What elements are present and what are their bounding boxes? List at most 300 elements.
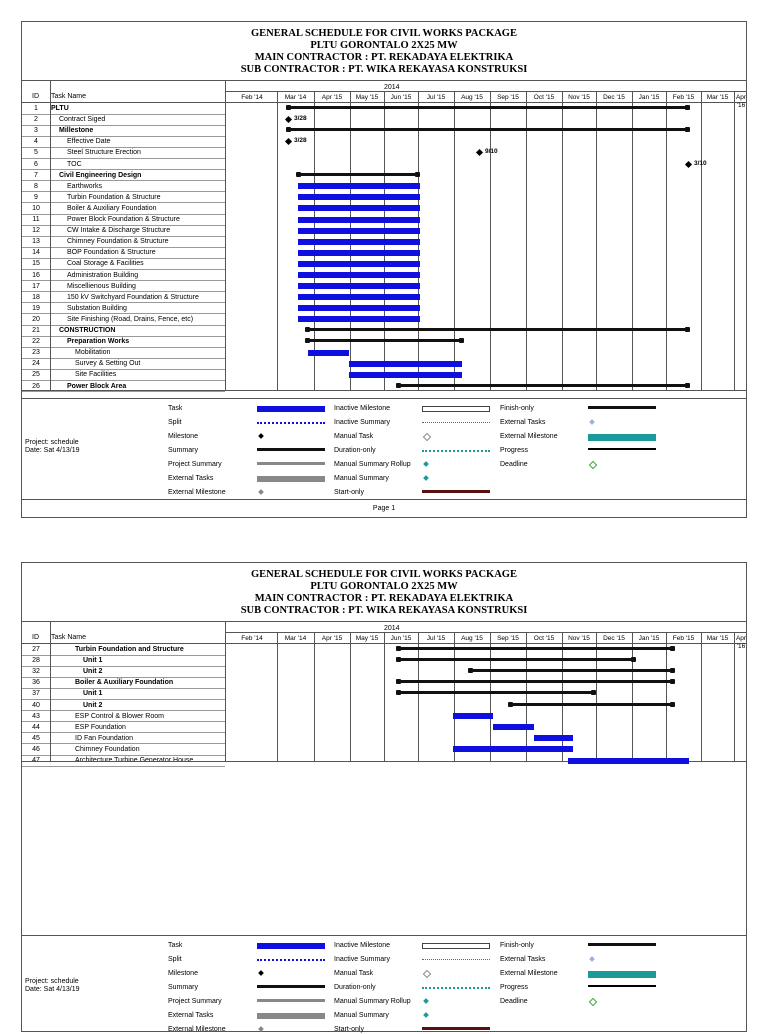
table-row [22, 159, 225, 170]
legend-symbol [588, 406, 656, 409]
task-bar [298, 205, 420, 211]
task-id: 20 [32, 315, 40, 323]
milestone-marker [285, 116, 292, 123]
legend-label: Summary [168, 984, 198, 991]
legend-symbol [258, 433, 264, 439]
summary-bar [398, 384, 688, 387]
task-name: Site Finishing (Road, Drains, Fence, etc) [67, 315, 194, 323]
legend-symbol [257, 422, 325, 426]
month-label: Aug '15 [461, 94, 483, 101]
task-id: 32 [32, 668, 40, 676]
legend-symbol [257, 462, 325, 465]
month-gridline [734, 633, 735, 761]
milestone-marker [685, 160, 692, 167]
legend-label: Inactive Milestone [334, 942, 391, 949]
summary-bar [298, 173, 418, 176]
task-name: Power Block Foundation & Structure [67, 216, 180, 223]
month-label: Jul '15 [426, 94, 446, 101]
legend-symbol [589, 419, 595, 425]
task-name: Effective Date [67, 138, 111, 146]
title-line-2: PLTU GORONTALO 2X25 MW [310, 581, 458, 592]
task-bar [298, 283, 420, 289]
table-row [22, 347, 225, 358]
month-label: May '15 [355, 94, 379, 101]
task-id: 36 [32, 679, 40, 687]
task-name: Unit 2 [83, 701, 103, 709]
summary-bar [288, 128, 688, 131]
table-row [22, 666, 225, 677]
task-name: ID Fan Foundation [75, 734, 133, 742]
table-row [22, 114, 225, 125]
task-name: Chimney Foundation & Structure [67, 238, 169, 246]
legend-symbol [258, 1026, 264, 1032]
legend-symbol [423, 1012, 429, 1018]
month-gridline [454, 633, 455, 761]
month-label: Sep '15 [497, 94, 519, 101]
task-name: Mobilitation [75, 349, 111, 357]
legend-symbol [423, 475, 429, 481]
month-gridline [701, 92, 702, 390]
task-name: BOP Foundation & Structure [67, 249, 156, 257]
task-name: ESP Control & Blower Room [75, 712, 164, 720]
task-id: 6 [34, 160, 38, 168]
task-id: 26 [32, 382, 40, 390]
legend-label: Split [168, 419, 182, 426]
month-gridline [490, 633, 491, 761]
month-gridline [350, 633, 351, 761]
task-name: Unit 2 [83, 668, 103, 676]
legend-label: Progress [500, 447, 529, 454]
task-name: CONSTRUCTION [59, 327, 116, 334]
task-id: 28 [32, 657, 40, 665]
task-bar [534, 735, 573, 741]
task-id: 19 [32, 304, 40, 312]
legend-label: Start-only [334, 489, 364, 496]
task-name: ESP Foundation [75, 723, 126, 731]
title-line-1: GENERAL SCHEDULE FOR CIVIL WORKS PACKAGE [251, 28, 517, 39]
month-label: Feb '14 [241, 635, 263, 642]
legend-symbol [422, 406, 490, 412]
month-label: Jan '15 [638, 635, 660, 642]
task-name: Boiler & Auxiliary Foundation [75, 679, 174, 687]
task-id: 15 [32, 260, 40, 268]
legend-label: Manual Summary Rollup [334, 461, 411, 468]
legend-label: External Tasks [168, 475, 214, 482]
task-bar [298, 250, 420, 256]
legend-symbol [422, 450, 490, 454]
month-gridline [701, 633, 702, 761]
title-line-2: PLTU GORONTALO 2X25 MW [310, 40, 458, 51]
project-name: Project: schedule [25, 978, 79, 985]
project-name: Project: schedule [25, 439, 79, 446]
month-label: Feb '14 [241, 94, 263, 101]
legend-label: External Milestone [500, 970, 558, 977]
task-name: Earthworks [67, 182, 103, 190]
project-date: Date: Sat 4/13/19 [25, 986, 80, 993]
legend-label: Project Summary [168, 461, 222, 468]
task-id: 11 [32, 216, 40, 223]
legend-symbol [588, 971, 656, 978]
task-name: Site Facilities [75, 371, 117, 379]
task-bar [298, 316, 420, 322]
table-row [22, 281, 225, 292]
task-id: 37 [32, 690, 40, 698]
legend-symbol [588, 448, 656, 450]
table-row [22, 744, 225, 755]
legend-symbol [422, 943, 490, 949]
task-id: 3 [34, 127, 38, 135]
task-name: Chimney Foundation [75, 745, 140, 753]
legend-symbol [588, 985, 656, 987]
legend-symbol [258, 970, 264, 976]
task-bar [453, 746, 573, 752]
month-gridline [526, 633, 527, 761]
legend-label: External Tasks [168, 1012, 214, 1019]
task-bar [298, 261, 420, 267]
task-name: Unit 1 [83, 657, 103, 665]
page-number: Page 1 [372, 505, 396, 512]
summary-bar [288, 106, 688, 109]
legend-symbol [423, 970, 431, 978]
task-id: 18 [32, 293, 40, 301]
title-line-4: SUB CONTRACTOR : PT. WIKA REKAYASA KONSTRUKSI [240, 64, 528, 75]
legend-symbol [257, 476, 325, 482]
task-name: Survey & Setting Out [75, 360, 141, 368]
legend-label: Milestone [168, 433, 198, 440]
task-bar [493, 724, 534, 730]
task-bar [298, 194, 420, 200]
milestone-label: 3/28 [294, 137, 307, 145]
legend-label: Split [168, 956, 182, 963]
table-row [22, 314, 225, 325]
task-id: 1 [34, 105, 38, 112]
task-name: Civil Engineering Design [59, 171, 142, 179]
table-row [22, 192, 225, 203]
legend-label: Finish-only [500, 405, 534, 412]
table-row [22, 722, 225, 733]
month-label: Jun '15 [390, 94, 412, 101]
schedule-page-2 [21, 562, 747, 1032]
legend-symbol [422, 490, 490, 493]
table-row [22, 711, 225, 722]
table-row [22, 247, 225, 258]
legend-symbol [589, 998, 597, 1006]
table-row [22, 292, 225, 303]
legend-label: Manual Summary [334, 475, 389, 482]
milestone-label: 3/28 [294, 115, 307, 123]
month-label: Jul '15 [426, 635, 446, 642]
task-name: Turbin Foundation and Structure [75, 646, 184, 653]
table-row [22, 103, 225, 114]
task-bar [349, 372, 462, 378]
month-label: Mar '14 [284, 635, 307, 642]
task-bar [298, 239, 420, 245]
table-row [22, 358, 225, 369]
year-header: 2014 [384, 625, 400, 632]
legend-label: External Tasks [500, 419, 546, 426]
summary-bar [398, 691, 594, 694]
legend-symbol [588, 943, 656, 946]
task-id: 21 [32, 327, 40, 334]
month-gridline [277, 633, 278, 761]
task-name: Power Block Area [67, 382, 127, 390]
table-row [22, 677, 225, 688]
task-id: 7 [34, 171, 38, 179]
month-gridline [454, 92, 455, 390]
task-id: 12 [32, 227, 40, 235]
legend-symbol [589, 956, 595, 962]
month-gridline [666, 92, 667, 390]
legend-label: Inactive Summary [334, 956, 391, 963]
task-id: 8 [34, 182, 38, 190]
legend-symbol [257, 959, 325, 963]
summary-bar [398, 658, 634, 661]
task-id: 24 [32, 360, 40, 368]
month-label: Apr '16 [735, 94, 747, 109]
legend-label: Deadline [500, 998, 528, 1005]
task-bar [298, 217, 420, 223]
task-id: 9 [34, 193, 38, 201]
month-gridline [596, 92, 597, 390]
month-label: Jun '15 [390, 635, 412, 642]
row-divider [22, 766, 225, 767]
task-bar [298, 272, 420, 278]
task-name: PLTU [51, 105, 69, 112]
task-id: 22 [32, 338, 40, 346]
task-name: Substation Building [67, 304, 127, 312]
table-row [22, 258, 225, 269]
task-name-header: Task Name [51, 93, 87, 100]
month-label: Mar '15 [706, 635, 729, 642]
summary-bar [470, 669, 673, 672]
task-id: 16 [32, 271, 40, 279]
legend-label: Milestone [168, 970, 198, 977]
month-label: Oct '15 [533, 94, 555, 101]
title-line-3: MAIN CONTRACTOR : PT. REKADAYA ELEKTRIKA [254, 593, 514, 604]
table-row [22, 214, 225, 225]
summary-bar [510, 703, 673, 706]
legend-label: Start-only [334, 1026, 364, 1033]
task-bar [298, 305, 420, 311]
table-row [22, 225, 225, 236]
row-divider [22, 391, 225, 392]
task-id: 45 [32, 734, 40, 742]
task-name: Turbin Foundation & Structure [67, 193, 161, 201]
table-row [22, 644, 225, 655]
task-id: 4 [34, 138, 38, 146]
task-bar [453, 713, 493, 719]
legend-label: Deadline [500, 461, 528, 468]
milestone-label: 9/10 [485, 148, 498, 156]
month-gridline [418, 633, 419, 761]
summary-bar [398, 647, 673, 650]
month-gridline [596, 633, 597, 761]
legend-symbol [257, 985, 325, 988]
legend-symbol [258, 489, 264, 495]
table-row [22, 325, 225, 336]
month-gridline [666, 633, 667, 761]
task-name: Boiler & Auxiliary Foundation [67, 204, 157, 212]
legend-symbol [423, 433, 431, 441]
table-row [22, 181, 225, 192]
legend-label: Manual Task [334, 970, 374, 977]
month-gridline [384, 633, 385, 761]
legend-symbol [589, 461, 597, 469]
task-name: Preparation Works [67, 338, 130, 346]
table-row [22, 236, 225, 247]
month-gridline [562, 92, 563, 390]
schedule-page-1 [21, 21, 747, 518]
task-id: 17 [32, 282, 40, 290]
month-label: May '15 [355, 635, 379, 642]
month-gridline [314, 633, 315, 761]
legend-label: Duration-only [334, 447, 376, 454]
table-row [22, 147, 225, 158]
legend-label: Manual Task [334, 433, 374, 440]
task-id: 14 [32, 249, 40, 257]
month-label: Apr '15 [321, 635, 343, 642]
task-name: Unit 1 [83, 690, 103, 698]
table-row [22, 125, 225, 136]
task-name: Miscellienous Building [67, 282, 136, 290]
task-name: Coal Storage & Facilities [67, 260, 144, 268]
table-row [22, 655, 225, 666]
legend-label: Project Summary [168, 998, 222, 1005]
milestone-marker [476, 149, 483, 156]
month-label: Sep '15 [497, 635, 519, 642]
task-id: 43 [32, 712, 40, 720]
table-row [22, 733, 225, 744]
task-bar [349, 361, 462, 367]
legend-symbol [257, 943, 325, 949]
task-id: 27 [32, 646, 40, 653]
milestone-label: 3/10 [694, 159, 707, 167]
month-label: Jan '15 [638, 94, 660, 101]
month-gridline [562, 633, 563, 761]
task-bar [298, 183, 420, 189]
month-label: Dec '15 [603, 94, 625, 101]
task-name-header: Task Name [51, 634, 87, 641]
legend-symbol [422, 422, 490, 425]
legend-symbol [588, 434, 656, 441]
title-line-4: SUB CONTRACTOR : PT. WIKA REKAYASA KONSTRUKSI [240, 605, 528, 616]
month-gridline [632, 633, 633, 761]
month-label: Apr '16 [735, 635, 747, 650]
task-name: Millestone [59, 127, 94, 135]
task-name: CW Intake & Discharge Structure [67, 227, 171, 235]
table-row [22, 303, 225, 314]
month-label: Apr '15 [321, 94, 343, 101]
legend-label: Summary [168, 447, 198, 454]
legend-label: Manual Summary Rollup [334, 998, 411, 1005]
legend-symbol [257, 448, 325, 451]
legend-label: External Milestone [168, 489, 226, 496]
table-row [22, 336, 225, 347]
task-id: 25 [32, 371, 40, 379]
task-bar [308, 350, 349, 356]
table-row [22, 136, 225, 147]
legend-label: Inactive Summary [334, 419, 391, 426]
month-gridline [734, 92, 735, 390]
task-name: 150 kV Switchyard Foundation & Structure [67, 293, 199, 301]
legend-label: Duration-only [334, 984, 376, 991]
task-id: 40 [32, 701, 40, 709]
task-name: Administration Building [67, 271, 139, 279]
legend-symbol [423, 461, 429, 467]
table-row [22, 270, 225, 281]
task-id: 46 [32, 745, 40, 753]
legend-symbol [422, 1027, 490, 1030]
month-label: Oct '15 [533, 635, 555, 642]
summary-bar [307, 339, 462, 342]
legend-label: External Tasks [500, 956, 546, 963]
project-date: Date: Sat 4/13/19 [25, 447, 80, 454]
year-header: 2014 [384, 84, 400, 91]
legend-label: Task [168, 405, 183, 412]
task-name: TOC [67, 160, 82, 168]
task-id: 23 [32, 349, 40, 357]
month-label: Nov '15 [568, 635, 590, 642]
month-gridline [490, 92, 491, 390]
task-id: 13 [32, 238, 40, 246]
task-name: Contract Siged [59, 116, 106, 124]
task-bar [298, 294, 420, 300]
month-label: Aug '15 [461, 635, 483, 642]
milestone-marker [285, 138, 292, 145]
month-label: Mar '14 [284, 94, 307, 101]
table-row [22, 369, 225, 380]
legend-label: Inactive Milestone [334, 405, 391, 412]
legend-label: Manual Summary [334, 1012, 389, 1019]
month-gridline [632, 92, 633, 390]
legend-label: External Milestone [500, 433, 558, 440]
task-id: 10 [32, 204, 40, 212]
title-line-3: MAIN CONTRACTOR : PT. REKADAYA ELEKTRIKA [254, 52, 514, 63]
month-label: Feb '15 [672, 635, 695, 642]
month-label: Feb '15 [672, 94, 695, 101]
table-row [22, 203, 225, 214]
legend-symbol [423, 998, 429, 1004]
legend-symbol [422, 987, 490, 991]
legend-symbol [422, 959, 490, 962]
title-line-1: GENERAL SCHEDULE FOR CIVIL WORKS PACKAGE [251, 569, 517, 580]
id-header: ID [32, 634, 39, 641]
table-row [22, 688, 225, 699]
task-bar [298, 228, 420, 234]
task-id: 2 [34, 116, 38, 124]
legend-label: Task [168, 942, 183, 949]
legend-symbol [257, 406, 325, 412]
legend-label: Finish-only [500, 942, 534, 949]
legend-symbol [257, 999, 325, 1002]
month-gridline [526, 92, 527, 390]
task-id: 5 [34, 149, 38, 157]
task-id: 44 [32, 723, 40, 731]
month-label: Dec '15 [603, 635, 625, 642]
legend-symbol [257, 1013, 325, 1019]
legend-label: Progress [500, 984, 529, 991]
table-row [22, 700, 225, 711]
table-row [22, 170, 225, 181]
task-bar [568, 758, 689, 764]
month-gridline [277, 92, 278, 390]
month-label: Nov '15 [568, 94, 590, 101]
summary-bar [398, 680, 673, 683]
legend-label: External Milestone [168, 1026, 226, 1033]
summary-bar [307, 328, 688, 331]
task-name: Steel Structure Erection [67, 149, 141, 157]
id-header: ID [32, 93, 39, 100]
